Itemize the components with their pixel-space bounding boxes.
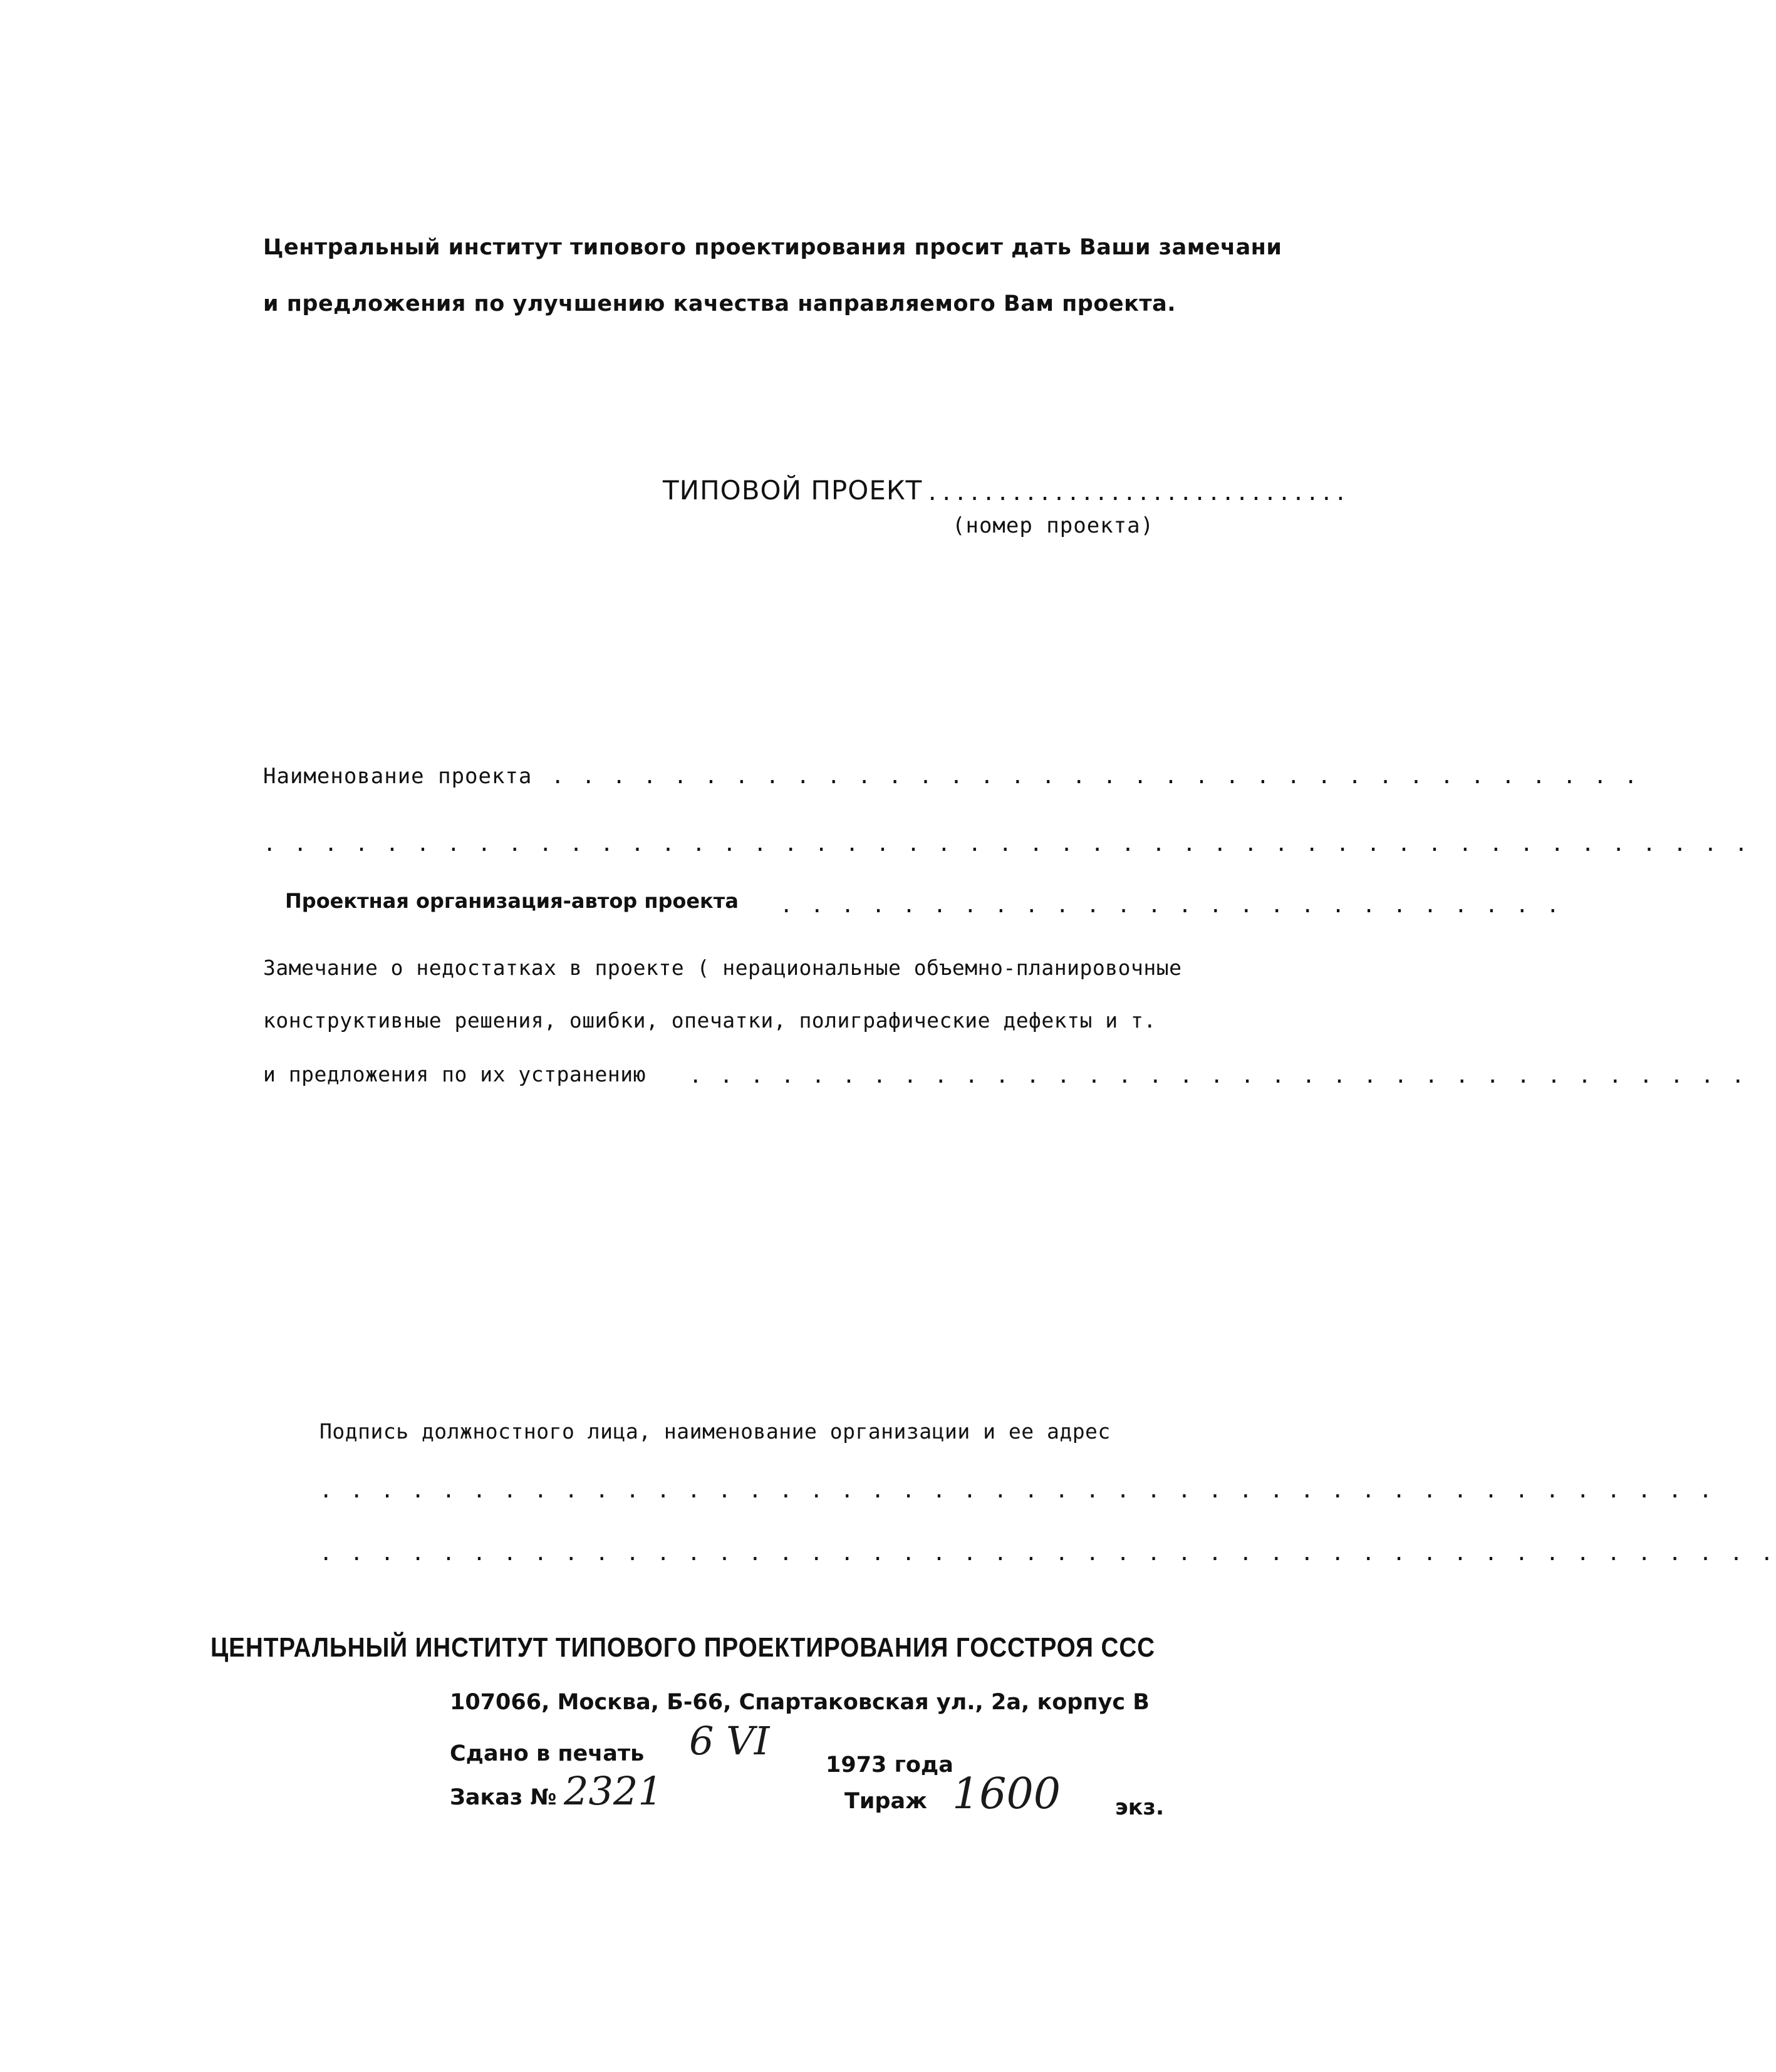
signature-dots-1: . . . . . . . . . . . . . . . . . . . . . . . . . . . . . . . . . . . . . . . . . . . . . . [319,1478,1715,1503]
sent-to-print-label: Сдано в печать [450,1741,645,1766]
circulation-handwritten: 1600 [952,1769,1061,1819]
remarks-line-3-label: и предложения по их устранению [263,1062,647,1086]
project-number-caption: (номер проекта) [952,513,1155,538]
year-label: 1973 года [826,1752,953,1778]
project-number-dots: .............................. [926,481,1349,506]
project-name-label: Наименование проекта [263,764,532,789]
remarks-line-2: конструктивные решения, ошибки, опечатки, полиграфические дефекты и т. [263,1008,1156,1033]
footer-address: 107066, Москва, Б-66, Спартаковская ул., 2а, корпус В [450,1690,1150,1715]
remarks-line-3-dots: . . . . . . . . . . . . . . . . . . . . . . . . . . . . . . . . . . . [689,1063,1747,1088]
signature-dots-2: . . . . . . . . . . . . . . . . . . . . . . . . . . . . . . . . . . . . . . . . . . . . . . . . [319,1541,1776,1566]
signature-label: Подпись должностного лица, наименование организации и ее адрес [319,1419,1111,1444]
remarks-line-1: Замечание о недостатках в проекте ( нерациональные объемно-планировочные [263,955,1182,980]
author-organization-label: Проектная организация-автор проекта [285,889,739,913]
order-number-handwritten: 2321 [564,1768,663,1814]
copies-label: экз. [1115,1795,1165,1820]
footer-institute-title: ЦЕНТРАЛЬНЫЙ ИНСТИТУТ ТИПОВОГО ПРОЕКТИРОВАНИЯ ГОССТРОЯ ССС [210,1632,1156,1663]
intro-line-2: и предложения по улучшению качества направляемого Вам проекта. [263,291,1176,316]
sent-to-print-date-handwritten: 6 VI [689,1718,770,1764]
author-organization-dots: . . . . . . . . . . . . . . . . . . . . . . . . . . [780,893,1562,918]
project-header-label: ТИПОВОЙ ПРОЕКТ [663,475,923,506]
circulation-label: Тираж [844,1789,927,1814]
order-number-label: Заказ № [450,1785,557,1810]
intro-line-1: Центральный институт типового проектирования просит дать Ваши замечани [263,235,1282,260]
project-name-dots-2: . . . . . . . . . . . . . . . . . . . . . . . . . . . . . . . . . . . . . . . . . . . . . . . . . [263,831,1750,856]
project-name-dots: . . . . . . . . . . . . . . . . . . . . . . . . . . . . . . . . . . . . [551,764,1640,789]
